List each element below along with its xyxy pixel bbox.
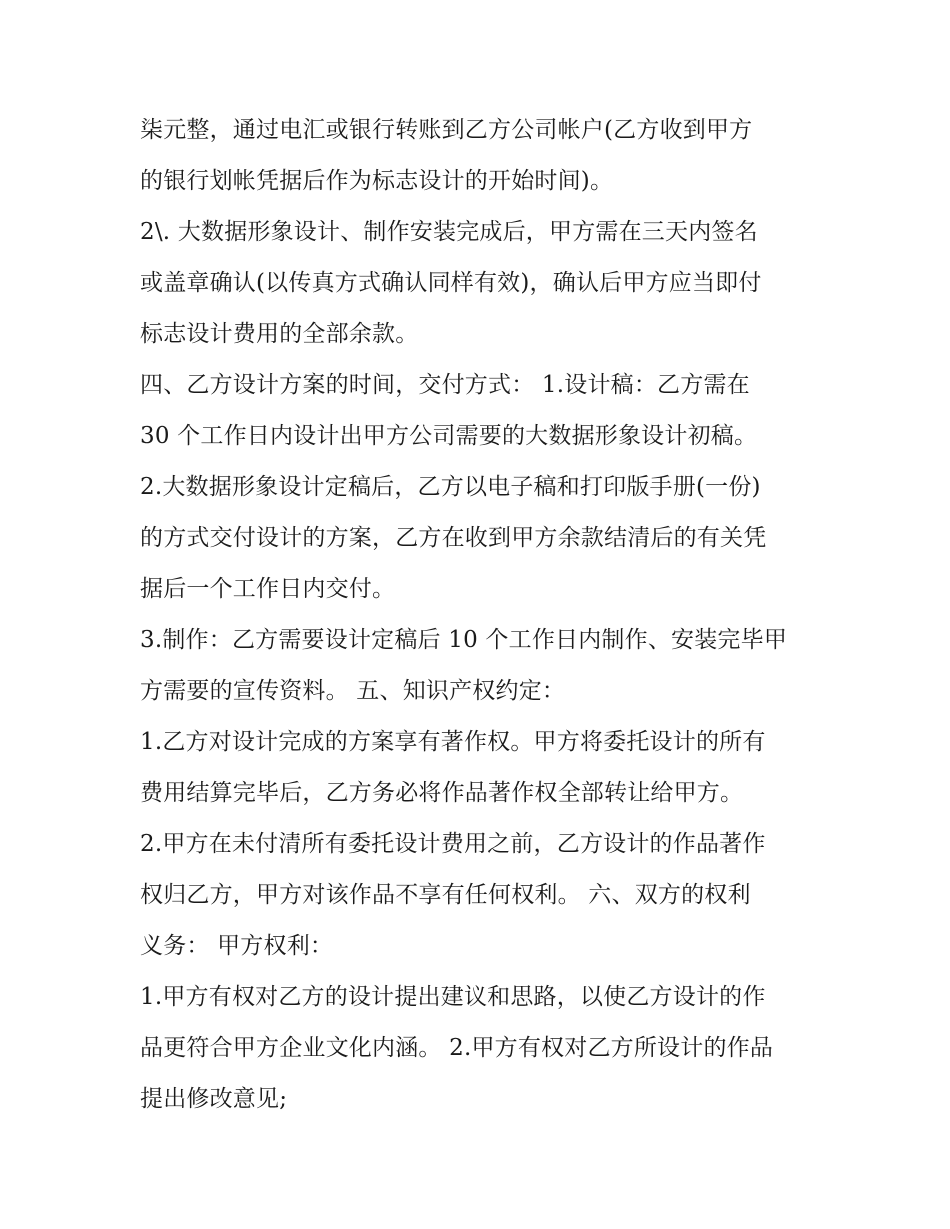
text-line: 柒元整，通过电汇或银行转账到乙方公司帐户(乙方收到甲方 [140, 117, 753, 143]
text-line: 3.制作：乙方需要设计定稿后 10 个工作日内制作、安装完毕甲 [140, 627, 788, 653]
text-line: 2\. 大数据形象设计、制作安装完成后，甲方需在三天内签名 [140, 219, 758, 245]
text-line: 方需要的宣传资料。 五、知识产权约定： [140, 678, 566, 704]
text-line: 义务： 甲方权利： [140, 933, 334, 959]
text-line: 2.甲方在未付清所有委托设计费用之前，乙方设计的作品著作 [140, 831, 766, 857]
text-line: 标志设计费用的全部余款。 [140, 321, 419, 347]
text-line: 1.乙方对设计完成的方案享有著作权。甲方将委托设计的所有 [140, 729, 766, 755]
text-line: 30 个工作日内设计出甲方公司需要的大数据形象设计初稿。 [140, 423, 758, 449]
document-body [140, 109, 820, 1129]
text-line: 2.大数据形象设计定稿后，乙方以电子稿和打印版手册(一份) [140, 474, 761, 500]
text-line: 1.甲方有权对乙方的设计提出建议和思路，以使乙方设计的作 [140, 984, 766, 1010]
text-line: 据后一个工作日内交付。 [140, 576, 396, 602]
text-line: 费用结算完毕后，乙方务必将作品著作权全部转让给甲方。 [140, 780, 744, 806]
text-line: 品更符合甲方企业文化内涵。 2.甲方有权对乙方所设计的作品 [140, 1035, 774, 1061]
text-line: 四、乙方设计方案的时间，交付方式： 1.设计稿：乙方需在 [140, 372, 750, 398]
text-line: 或盖章确认(以传真方式确认同样有效)，确认后甲方应当即付 [140, 270, 762, 296]
text-line: 权归乙方，甲方对该作品不享有任何权利。 六、双方的权利 [140, 882, 751, 908]
text-line: 的方式交付设计的方案，乙方在收到甲方余款结清后的有关凭 [140, 525, 767, 551]
text-line: 提出修改意见; [140, 1086, 288, 1112]
text-line: 的银行划帐凭据后作为标志设计的开始时间)。 [140, 168, 614, 194]
